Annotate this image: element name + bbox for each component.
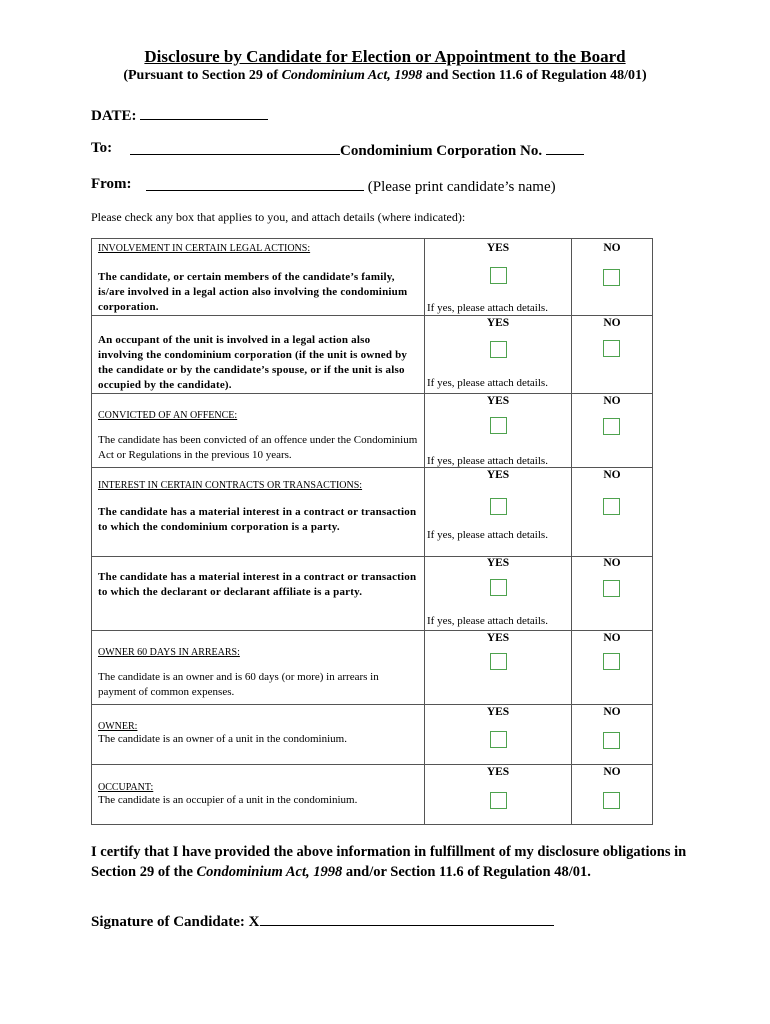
- yes-label: YES: [486, 632, 510, 644]
- instructions: Please check any box that applies to you, and attach details (where indicated):: [91, 210, 466, 224]
- row-caption: OWNER:: [98, 721, 138, 732]
- from-row: [91, 176, 132, 193]
- yes-label: YES: [486, 395, 510, 407]
- corp-number-field[interactable]: [546, 140, 584, 155]
- no-checkbox[interactable]: [603, 792, 620, 809]
- no-cell: [572, 631, 653, 705]
- no-cell: [572, 394, 653, 468]
- attach-note: If yes, please attach details.: [427, 455, 548, 467]
- yes-label: YES: [486, 242, 510, 254]
- question-cell: [92, 316, 425, 394]
- to-label: To:: [91, 140, 113, 156]
- yes-label: YES: [486, 469, 510, 481]
- yes-cell: [425, 765, 572, 825]
- to-field[interactable]: [130, 140, 340, 155]
- row-caption: INTEREST IN CERTAIN CONTRACTS OR TRANSACTIONS:: [98, 480, 363, 491]
- no-checkbox[interactable]: [603, 580, 620, 597]
- yes-cell: [425, 316, 572, 394]
- yes-checkbox[interactable]: [490, 579, 507, 596]
- subtitle-text-end: and Section 11.6 of Regulation 48/01): [422, 68, 647, 83]
- signature-row: [91, 911, 554, 931]
- date-field[interactable]: [140, 105, 268, 120]
- subtitle-text: (Pursuant to Section 29 of: [123, 68, 282, 83]
- yes-checkbox[interactable]: [490, 267, 507, 284]
- table-row: [92, 765, 653, 825]
- no-label: NO: [603, 766, 621, 778]
- no-checkbox[interactable]: [603, 269, 620, 286]
- row-caption: CONVICTED OF AN OFFENCE:: [98, 410, 238, 421]
- no-cell: [572, 239, 653, 316]
- table-row: [92, 631, 653, 705]
- to-row: [91, 140, 112, 157]
- yes-checkbox[interactable]: [490, 653, 507, 670]
- from-label: From:: [91, 176, 132, 192]
- row-text: The candidate, or certain members of the candidate’s family, is/are involved in a legal action also involving the condominium corporation.: [98, 271, 408, 313]
- from-field[interactable]: [146, 176, 364, 191]
- date-label: DATE:: [91, 108, 137, 124]
- form-title: Disclosure by Candidate for Election or Appointment to the Board: [144, 47, 626, 66]
- cert-text-end: and/or Section 11.6 of Regulation 48/01.: [342, 864, 591, 880]
- no-checkbox[interactable]: [603, 418, 620, 435]
- row-text: The candidate has a material interest in a contract or transaction to which the declarant or declarant affiliate is a party.: [98, 571, 417, 598]
- corp-label: Condominium Corporation No.: [340, 143, 543, 159]
- cert-text: I certify that I have provided the above information in fulfillment of my disclosure obligations in Section 29 of the: [91, 844, 687, 880]
- no-label: NO: [603, 706, 621, 718]
- certification-statement: [91, 842, 691, 882]
- row-text: The candidate is an owner of a unit in the condominium.: [98, 733, 347, 745]
- yes-checkbox[interactable]: [490, 417, 507, 434]
- question-cell: [92, 239, 425, 316]
- row-text: An occupant of the unit is involved in a legal action also involving the condominium corporation (if the unit is owned by the candidate or by the candidate’s spouse, or if the unit is also occupied by the candidate).: [98, 334, 408, 391]
- row-caption: OWNER 60 DAYS IN ARREARS:: [98, 647, 240, 658]
- table-row: [92, 705, 653, 765]
- cert-act-name: Condominium Act, 1998: [196, 864, 343, 880]
- disclosure-table: [91, 238, 653, 825]
- row-text: The candidate is an occupier of a unit in the condominium.: [98, 794, 358, 806]
- signature-field[interactable]: [260, 911, 554, 926]
- yes-label: YES: [486, 706, 510, 718]
- no-cell: [572, 557, 653, 631]
- row-text: The candidate has a material interest in a contract or transaction to which the condominium corporation is a party.: [98, 506, 417, 533]
- yes-checkbox[interactable]: [490, 341, 507, 358]
- question-cell: [92, 394, 425, 468]
- no-checkbox[interactable]: [603, 732, 620, 749]
- row-text: The candidate has been convicted of an offence under the Condominium Act or Regulations in the previous 10 years.: [98, 434, 418, 461]
- yes-cell: [425, 705, 572, 765]
- table-row: [92, 316, 653, 394]
- no-label: NO: [603, 242, 621, 254]
- date-row: [91, 105, 268, 125]
- yes-cell: [425, 557, 572, 631]
- attach-note: If yes, please attach details.: [427, 302, 548, 314]
- attach-note: If yes, please attach details.: [427, 615, 548, 627]
- question-cell: [92, 557, 425, 631]
- subtitle-act-name: Condominium Act, 1998: [281, 68, 423, 83]
- yes-label: YES: [486, 557, 510, 569]
- yes-cell: [425, 468, 572, 557]
- row-caption: INVOLVEMENT IN CERTAIN LEGAL ACTIONS:: [98, 243, 311, 254]
- no-cell: [572, 468, 653, 557]
- yes-cell: [425, 631, 572, 705]
- attach-note: If yes, please attach details.: [427, 529, 548, 541]
- no-label: NO: [603, 557, 621, 569]
- row-caption: OCCUPANT:: [98, 782, 154, 793]
- no-label: NO: [603, 395, 621, 407]
- no-cell: [572, 765, 653, 825]
- form-subtitle: [0, 68, 770, 84]
- question-cell: [92, 705, 425, 765]
- from-field-row: [146, 176, 556, 196]
- signature-label: Signature of Candidate: X: [91, 914, 260, 930]
- yes-label: YES: [486, 766, 510, 778]
- no-checkbox[interactable]: [603, 340, 620, 357]
- yes-cell: [425, 239, 572, 316]
- yes-checkbox[interactable]: [490, 498, 507, 515]
- no-cell: [572, 705, 653, 765]
- no-checkbox[interactable]: [603, 498, 620, 515]
- yes-label: YES: [486, 317, 510, 329]
- no-label: NO: [603, 469, 621, 481]
- yes-cell: [425, 394, 572, 468]
- no-label: NO: [603, 632, 621, 644]
- no-checkbox[interactable]: [603, 653, 620, 670]
- from-hint: (Please print candidate’s name): [367, 179, 556, 195]
- table-row: [92, 557, 653, 631]
- question-cell: [92, 468, 425, 557]
- attach-note: If yes, please attach details.: [427, 377, 548, 389]
- yes-checkbox[interactable]: [490, 792, 507, 809]
- no-label: NO: [603, 317, 621, 329]
- row-text: The candidate is an owner and is 60 days (or more) in arrears in payment of common expenses.: [98, 671, 379, 698]
- question-cell: [92, 765, 425, 825]
- table-row: [92, 239, 653, 316]
- question-cell: [92, 631, 425, 705]
- table-row: [92, 394, 653, 468]
- table-row: [92, 468, 653, 557]
- no-cell: [572, 316, 653, 394]
- yes-checkbox[interactable]: [490, 731, 507, 748]
- to-field-row: [130, 140, 584, 160]
